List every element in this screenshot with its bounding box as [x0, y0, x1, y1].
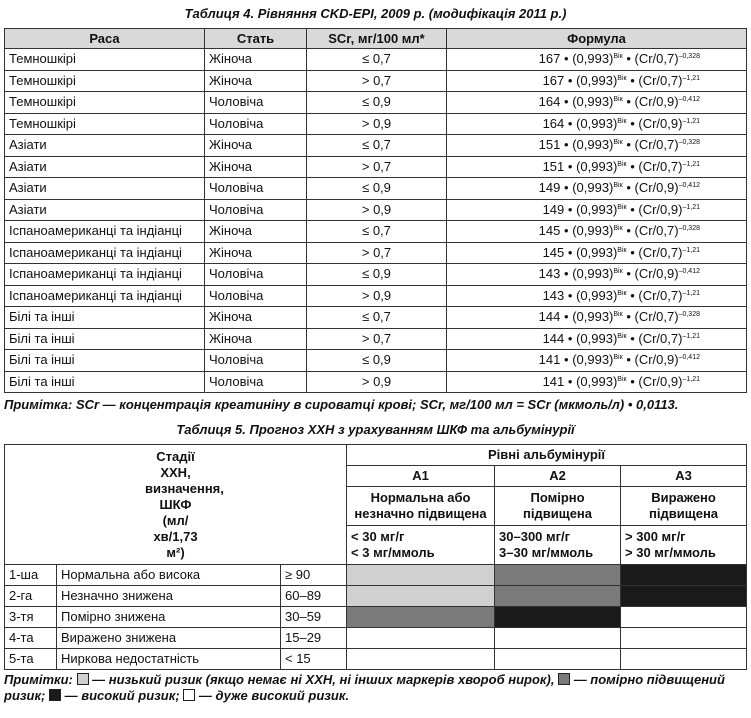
formula-bullet: • [564, 352, 569, 368]
formula-exponent: –1,21 [682, 160, 700, 168]
sex-cell: Чоловіча [205, 92, 307, 114]
formula-base: (0,993) [572, 223, 614, 239]
notes-lead: Примітки: [4, 672, 73, 687]
risk-cell-very-high [347, 628, 495, 649]
stage-row [5, 586, 747, 607]
scr-cell: > 0,7 [307, 328, 447, 350]
formula-ratio: Cr/0,9 [638, 266, 675, 282]
document-page [0, 6, 751, 718]
range-a2-mg-g: 30–300 мг/г [499, 529, 571, 544]
table5-caption: Таблиця 5. Прогноз ХХН з урахуванням ШКФ та альбумінурії [176, 422, 575, 437]
formula-cell: 143 • $(0,993)^{Вік}$ • $(Cr/0,7)^{-1,21}$ [447, 285, 747, 307]
range-a3-mg-g: > 300 мг/г [625, 529, 686, 544]
formula-bullet: • [626, 180, 631, 196]
sex-cell: Жіноча [205, 156, 307, 178]
legend-moderate-swatch [558, 673, 570, 685]
formula-exponent: –0,412 [678, 354, 700, 362]
range-a1-mg-g: < 30 мг/г [351, 529, 405, 544]
risk-cell-very-high [621, 628, 747, 649]
stage-definition: Нормальна або висока [57, 565, 281, 586]
race-cell: Іспаноамериканці та індіанці [5, 242, 205, 264]
stage-gfr: 15–29 [281, 628, 347, 649]
table4-row [5, 350, 747, 372]
table4-row [5, 221, 747, 243]
scr-cell: > 0,9 [307, 113, 447, 135]
formula-base: (0,993) [572, 352, 614, 368]
stage-number: 5-та [5, 649, 57, 670]
scr-cell: > 0,9 [307, 285, 447, 307]
formula-bullet: • [564, 180, 569, 196]
risk-cell-very-high [621, 607, 747, 628]
stage-row [5, 607, 747, 628]
formula-bullet: • [630, 158, 635, 174]
formula-base: (0,993) [576, 330, 618, 346]
range-a1-mg-mmol: < 3 мг/ммоль [351, 545, 435, 560]
sex-cell: Жіноча [205, 307, 307, 329]
scr-cell: ≤ 0,7 [307, 135, 447, 157]
race-cell: Темношкірі [5, 92, 205, 114]
formula-ratio: Cr/0,9 [638, 94, 675, 110]
formula-age-exponent: Вік [613, 139, 623, 147]
sex-cell: Жіноча [205, 135, 307, 157]
scr-cell: > 0,9 [307, 371, 447, 393]
category-a3-code: А3 [621, 466, 747, 487]
scr-cell: > 0,7 [307, 70, 447, 92]
stage-gfr: 30–59 [281, 607, 347, 628]
formula-bullet: • [567, 373, 573, 389]
category-a1-desc: Нормальна або незначно підвищена [347, 487, 495, 526]
stage-row [5, 628, 747, 649]
legend-very-high-label: — дуже високий ризик. [198, 688, 350, 703]
table4-body [5, 49, 747, 393]
formula-coefficient: 151 [538, 137, 561, 153]
risk-cell-moderate [347, 607, 495, 628]
risk-cell-very-high [621, 649, 747, 670]
formula-exponent: –0,328 [678, 139, 700, 147]
stage-definition: Виражено знижена [57, 628, 281, 649]
sex-cell: Жіноча [205, 70, 307, 92]
formula-age-exponent: Вік [617, 332, 627, 340]
formula-bullet: • [567, 158, 573, 174]
formula-ratio: Cr/0,9 [642, 201, 679, 217]
table4-row [5, 242, 747, 264]
formula-base: (0,993) [576, 115, 618, 131]
risk-cell-very-high [495, 649, 621, 670]
formula-cell: 145 • $(0,993)^{Вік}$ • $(Cr/0,7)^{-0,328}$ [447, 221, 747, 243]
formula-exponent: –0,412 [678, 96, 700, 104]
formula-cell: 145 • $(0,993)^{Вік}$ • $(Cr/0,7)^{-1,21}$ [447, 242, 747, 264]
formula-bullet: • [626, 266, 631, 282]
formula-coefficient: 149 [538, 180, 561, 196]
col-header-scr: SCr, мг/100 мл* [307, 29, 447, 49]
formula-cell: 164 • $(0,993)^{Вік}$ • $(Cr/0,9)^{-0,412}$ [447, 92, 747, 114]
formula-coefficient: 141 [542, 373, 565, 389]
stage-header: Стадії ХХН, визначення, ШКФ (мл/хв/1,73 м²) [5, 445, 347, 565]
race-cell: Іспаноамериканці та індіанці [5, 221, 205, 243]
formula-bullet: • [564, 309, 569, 325]
scr-cell: > 0,7 [307, 156, 447, 178]
sex-cell: Чоловіча [205, 350, 307, 372]
race-cell: Білі та інші [5, 307, 205, 329]
formula-base: (0,993) [572, 266, 614, 282]
formula-ratio: Cr/0,7 [642, 330, 679, 346]
race-cell: Азіати [5, 156, 205, 178]
formula-exponent: –0,412 [678, 182, 700, 190]
stage-number: 4-та [5, 628, 57, 649]
formula-exponent: –1,21 [682, 74, 700, 82]
scr-cell: ≤ 0,9 [307, 264, 447, 286]
formula-age-exponent: Вік [613, 311, 623, 319]
table4-row [5, 264, 747, 286]
formula-coefficient: 145 [538, 223, 561, 239]
formula-age-exponent: Вік [613, 268, 623, 276]
formula-exponent: –0,412 [678, 268, 700, 276]
formula-age-exponent: Вік [617, 160, 627, 168]
formula-cell: 149 • $(0,993)^{Вік}$ • $(Cr/0,9)^{-1,21}$ [447, 199, 747, 221]
risk-cell-moderate [495, 565, 621, 586]
formula-ratio: Cr/0,7 [642, 158, 679, 174]
range-a3-mg-mmol: > 30 мг/ммоль [625, 545, 716, 560]
formula-base: (0,993) [572, 309, 614, 325]
risk-cell-high [495, 607, 621, 628]
risk-cell-low [347, 565, 495, 586]
table4-row [5, 49, 747, 71]
table4-row [5, 113, 747, 135]
race-cell: Темношкірі [5, 113, 205, 135]
formula-cell: 144 • $(0,993)^{Вік}$ • $(Cr/0,7)^{-1,21}$ [447, 328, 747, 350]
formula-ratio: Cr/0,9 [642, 373, 679, 389]
risk-cell-very-high [347, 649, 495, 670]
formula-bullet: • [630, 201, 635, 217]
formula-bullet: • [630, 373, 635, 389]
formula-bullet: • [567, 72, 573, 88]
formula-ratio: Cr/0,7 [638, 51, 675, 67]
race-cell: Азіати [5, 178, 205, 200]
formula-ratio: Cr/0,9 [642, 115, 679, 131]
race-cell: Іспаноамериканці та індіанці [5, 264, 205, 286]
formula-age-exponent: Вік [617, 375, 627, 383]
risk-cell-high [621, 565, 747, 586]
legend-very-high-swatch [183, 689, 195, 701]
table4-row [5, 92, 747, 114]
risk-cell-very-high [495, 628, 621, 649]
formula-ratio: Cr/0,7 [638, 223, 675, 239]
table4-row [5, 178, 747, 200]
formula-coefficient: 143 [542, 287, 565, 303]
formula-ratio: Cr/0,7 [638, 137, 675, 153]
formula-age-exponent: Вік [617, 289, 627, 297]
formula-exponent: –1,21 [682, 332, 700, 340]
formula-bullet: • [630, 244, 635, 260]
sex-cell: Жіноча [205, 49, 307, 71]
sex-cell: Чоловіча [205, 371, 307, 393]
category-a3-desc: Виражено підвищена [621, 487, 747, 526]
col-header-sex: Стать [205, 29, 307, 49]
formula-base: (0,993) [572, 137, 614, 153]
formula-coefficient: 167 [542, 72, 565, 88]
legend-high-label: — високий ризик; [64, 688, 180, 703]
formula-age-exponent: Вік [613, 96, 623, 104]
ckd-prognosis-table [4, 444, 747, 670]
formula-base: (0,993) [572, 180, 614, 196]
albuminuria-header: Рівні альбумінурії [347, 445, 747, 466]
table5-body [5, 565, 747, 670]
legend-high-swatch [49, 689, 61, 701]
formula-base: (0,993) [576, 158, 618, 174]
scr-cell: > 0,9 [307, 199, 447, 221]
legend-low-label: — низький ризик (якщо немає ні ХХН, ні інших маркерів хвороб нирок), [92, 672, 555, 687]
formula-age-exponent: Вік [617, 246, 627, 254]
formula-base: (0,993) [576, 244, 618, 260]
formula-exponent: –1,21 [682, 289, 700, 297]
formula-cell: 151 • $(0,993)^{Вік}$ • $(Cr/0,7)^{-1,21}$ [447, 156, 747, 178]
scr-cell: ≤ 0,9 [307, 178, 447, 200]
formula-bullet: • [630, 115, 635, 131]
category-a3-range [621, 526, 747, 565]
formula-cell: 143 • $(0,993)^{Вік}$ • $(Cr/0,9)^{-0,412}$ [447, 264, 747, 286]
formula-ratio: Cr/0,9 [638, 352, 675, 368]
category-a1-range [347, 526, 495, 565]
race-cell: Азіати [5, 135, 205, 157]
formula-exponent: –0,328 [678, 53, 700, 61]
formula-exponent: –0,328 [678, 225, 700, 233]
formula-coefficient: 151 [542, 158, 565, 174]
formula-coefficient: 145 [542, 244, 565, 260]
risk-cell-high [621, 586, 747, 607]
risk-cell-low [347, 586, 495, 607]
formula-coefficient: 149 [542, 201, 565, 217]
legend-low-swatch [77, 673, 89, 685]
scr-cell: ≤ 0,7 [307, 307, 447, 329]
category-a2-code: А2 [495, 466, 621, 487]
formula-age-exponent: Вік [617, 117, 627, 125]
race-cell: Білі та інші [5, 328, 205, 350]
table4-row [5, 156, 747, 178]
sex-cell: Чоловіча [205, 199, 307, 221]
formula-bullet: • [626, 94, 631, 110]
race-cell: Іспаноамериканці та індіанці [5, 285, 205, 307]
formula-base: (0,993) [572, 94, 614, 110]
formula-coefficient: 144 [542, 330, 565, 346]
formula-cell: 149 • $(0,993)^{Вік}$ • $(Cr/0,9)^{-0,412}$ [447, 178, 747, 200]
formula-ratio: Cr/0,9 [638, 180, 675, 196]
formula-coefficient: 143 [538, 266, 561, 282]
race-cell: Темношкірі [5, 49, 205, 71]
formula-ratio: Cr/0,7 [642, 244, 679, 260]
formula-cell: 164 • $(0,993)^{Вік}$ • $(Cr/0,9)^{-1,21}$ [447, 113, 747, 135]
formula-age-exponent: Вік [613, 354, 623, 362]
formula-age-exponent: Вік [613, 225, 623, 233]
sex-cell: Жіноча [205, 242, 307, 264]
race-cell: Темношкірі [5, 70, 205, 92]
formula-age-exponent: Вік [613, 53, 623, 61]
table4-row [5, 285, 747, 307]
formula-cell: 141 • $(0,993)^{Вік}$ • $(Cr/0,9)^{-0,412}$ [447, 350, 747, 372]
formula-bullet: • [626, 352, 631, 368]
formula-age-exponent: Вік [617, 203, 627, 211]
formula-bullet: • [630, 287, 635, 303]
formula-base: (0,993) [572, 51, 614, 67]
formula-exponent: –1,21 [682, 203, 700, 211]
sex-cell: Чоловіча [205, 285, 307, 307]
scr-cell: ≤ 0,9 [307, 92, 447, 114]
stage-definition: Незначно знижена [57, 586, 281, 607]
formula-cell: 144 • $(0,993)^{Вік}$ • $(Cr/0,7)^{-0,328}$ [447, 307, 747, 329]
formula-bullet: • [567, 115, 573, 131]
formula-coefficient: 164 [542, 115, 565, 131]
formula-coefficient: 141 [538, 352, 561, 368]
stage-definition: Ниркова недостатність [57, 649, 281, 670]
range-a2-mg-mmol: 3–30 мг/ммоль [499, 545, 594, 560]
formula-cell: 151 • $(0,993)^{Вік}$ • $(Cr/0,7)^{-0,328}$ [447, 135, 747, 157]
sex-cell: Чоловіча [205, 113, 307, 135]
formula-exponent: –0,328 [678, 311, 700, 319]
stage-gfr: ≥ 90 [281, 565, 347, 586]
formula-ratio: Cr/0,7 [642, 72, 679, 88]
table4-row [5, 371, 747, 393]
stage-number: 1-ша [5, 565, 57, 586]
formula-bullet: • [567, 244, 573, 260]
formula-ratio: Cr/0,7 [638, 309, 675, 325]
table4-row [5, 70, 747, 92]
formula-age-exponent: Вік [617, 74, 627, 82]
formula-bullet: • [564, 51, 569, 67]
stage-row [5, 565, 747, 586]
scr-cell: ≤ 0,9 [307, 350, 447, 372]
stage-definition: Помірно знижена [57, 607, 281, 628]
formula-cell: 167 • $(0,993)^{Вік}$ • $(Cr/0,7)^{-0,328}$ [447, 49, 747, 71]
table4-row [5, 328, 747, 350]
sex-cell: Чоловіча [205, 264, 307, 286]
category-a1-code: А1 [347, 466, 495, 487]
table4-caption: Таблиця 4. Рівняння CKD-EPI, 2009 р. (модифікація 2011 р.) [184, 6, 567, 21]
formula-bullet: • [567, 330, 573, 346]
formula-bullet: • [564, 137, 569, 153]
category-a2-desc: Помірно підвищена [495, 487, 621, 526]
formula-bullet: • [626, 309, 631, 325]
formula-cell: 167 • $(0,993)^{Вік}$ • $(Cr/0,7)^{-1,21}$ [447, 70, 747, 92]
table4-note: Примітка: SCr — концентрація креатиніну в сироватці крові; SCr, мг/100 мл = SCr (мкмоль/л) • 0,0113. [4, 397, 679, 412]
formula-cell: 141 • $(0,993)^{Вік}$ • $(Cr/0,9)^{-1,21}$ [447, 371, 747, 393]
sex-cell: Жіноча [205, 328, 307, 350]
formula-coefficient: 164 [538, 94, 561, 110]
race-cell: Азіати [5, 199, 205, 221]
formula-bullet: • [630, 330, 635, 346]
race-cell: Білі та інші [5, 350, 205, 372]
formula-exponent: –1,21 [682, 375, 700, 383]
stage-number: 3-тя [5, 607, 57, 628]
formula-base: (0,993) [576, 373, 618, 389]
formula-bullet: • [567, 201, 573, 217]
stage-row [5, 649, 747, 670]
formula-exponent: –1,21 [682, 117, 700, 125]
stage-gfr: 60–89 [281, 586, 347, 607]
risk-cell-moderate [495, 586, 621, 607]
scr-cell: > 0,7 [307, 242, 447, 264]
stage-gfr: < 15 [281, 649, 347, 670]
formula-base: (0,993) [576, 287, 618, 303]
formula-coefficient: 144 [538, 309, 561, 325]
formula-age-exponent: Вік [613, 182, 623, 190]
scr-cell: ≤ 0,7 [307, 221, 447, 243]
formula-bullet: • [564, 266, 569, 282]
formula-bullet: • [626, 137, 631, 153]
formula-bullet: • [630, 72, 635, 88]
formula-exponent: –1,21 [682, 246, 700, 254]
table5-notes [0, 672, 751, 704]
sex-cell: Жіноча [205, 221, 307, 243]
formula-base: (0,993) [576, 72, 618, 88]
col-header-race: Раса [5, 29, 205, 49]
formula-ratio: Cr/0,7 [642, 287, 679, 303]
stage-number: 2-га [5, 586, 57, 607]
category-a2-range [495, 526, 621, 565]
legend-moderate-label: — помірно підвищений ризик; [4, 672, 725, 703]
table4-row [5, 307, 747, 329]
ckd-epi-table [4, 28, 747, 393]
formula-bullet: • [564, 223, 569, 239]
formula-bullet: • [567, 287, 573, 303]
sex-cell: Чоловіча [205, 178, 307, 200]
scr-cell: ≤ 0,7 [307, 49, 447, 71]
table4-row [5, 199, 747, 221]
table4-header-row [5, 29, 747, 49]
col-header-formula: Формула [447, 29, 747, 49]
formula-bullet: • [626, 223, 631, 239]
formula-bullet: • [564, 94, 569, 110]
formula-base: (0,993) [576, 201, 618, 217]
formula-coefficient: 167 [538, 51, 561, 67]
table4-row [5, 135, 747, 157]
formula-bullet: • [626, 51, 631, 67]
race-cell: Білі та інші [5, 371, 205, 393]
